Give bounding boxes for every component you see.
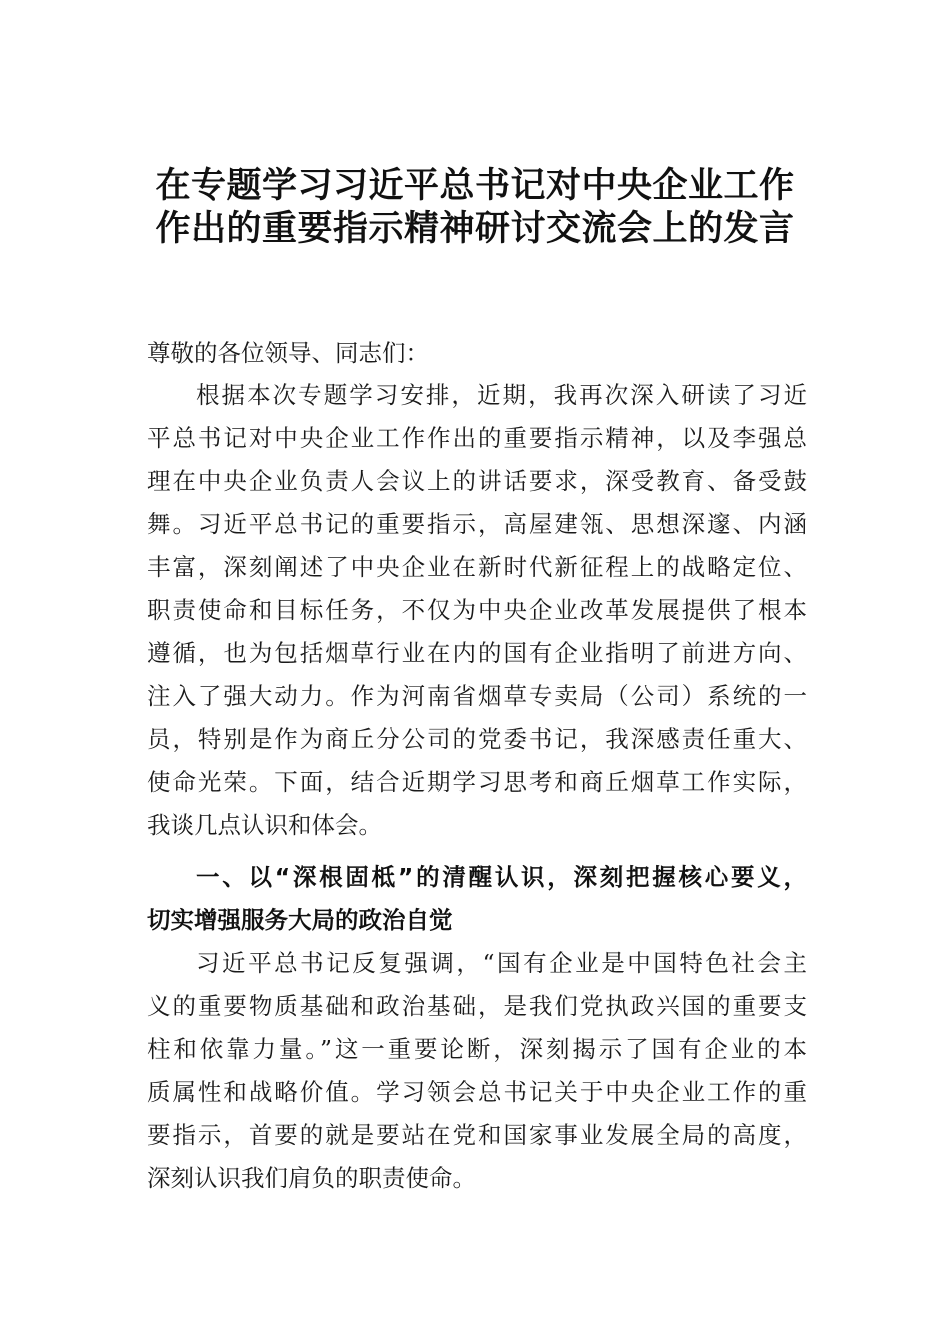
paragraph-line: 舞。习近平总书记的重要指示，高屋建瓴、思想深邃、内涵 — [147, 510, 807, 538]
salutation: 尊敬的各位领导、同志们： — [147, 339, 429, 367]
document-title-line-2: 作出的重要指示精神研讨交流会上的发言 — [155, 208, 795, 249]
paragraph-line: 质属性和战略价值。学习领会总书记关于中央企业工作的重 — [147, 1078, 807, 1106]
paragraph-line: 丰富，深刻阐述了中央企业在新时代新征程上的战略定位、 — [147, 553, 807, 581]
paragraph-line: 理在中央企业负责人会议上的讲话要求，深受教育、备受鼓 — [147, 467, 807, 495]
paragraph-line: 员，特别是作为商丘分公司的党委书记，我深感责任重大、 — [147, 725, 807, 753]
paragraph-line: 注入了强大动力。作为河南省烟草专卖局（公司）系统的一 — [147, 682, 807, 710]
paragraph-line: 平总书记对中央企业工作作出的重要指示精神，以及李强总 — [147, 424, 807, 452]
paragraph-line: 根据本次专题学习安排，近期，我再次深入研读了习近 — [196, 381, 807, 409]
paragraph-line: 我谈几点认识和体会。 — [147, 811, 382, 839]
paragraph-line: 要指示，首要的就是要站在党和国家事业发展全局的高度， — [147, 1121, 807, 1149]
paragraph-line: 职责使命和目标任务，不仅为中央企业改革发展提供了根本 — [147, 596, 807, 624]
paragraph-line: 深刻认识我们肩负的职责使命。 — [147, 1164, 476, 1192]
section-heading-line-1: 一、以“深根固柢”的清醒认识，深刻把握核心要义， — [196, 863, 807, 891]
paragraph-line: 柱和依靠力量。”这一重要论断，深刻揭示了国有企业的本 — [147, 1035, 807, 1063]
document-title-line-1: 在专题学习习近平总书记对中央企业工作 — [155, 165, 795, 206]
paragraph-line: 习近平总书记反复强调，“国有企业是中国特色社会主 — [196, 949, 807, 977]
paragraph-line: 使命光荣。下面，结合近期学习思考和商丘烟草工作实际， — [147, 768, 807, 796]
paragraph-line: 遵循，也为包括烟草行业在内的国有企业指明了前进方向、 — [147, 639, 807, 667]
paragraph-line: 义的重要物质基础和政治基础，是我们党执政兴国的重要支 — [147, 992, 807, 1020]
section-heading-line-2: 切实增强服务大局的政治自觉 — [147, 906, 453, 934]
